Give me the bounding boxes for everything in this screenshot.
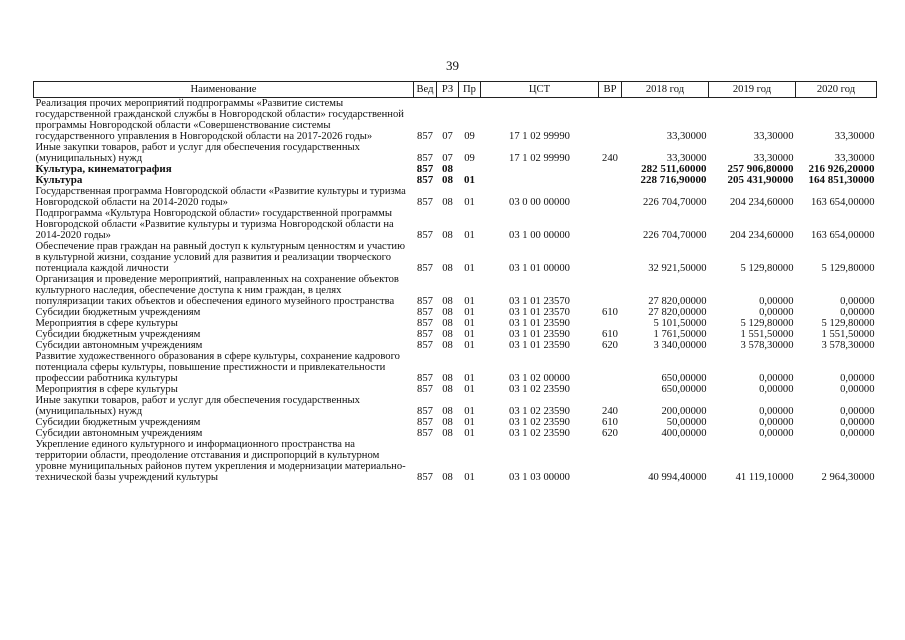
row-2018-cell: 200,00000: [661, 406, 707, 417]
table-row: [34, 384, 877, 395]
row-vr-cell: [599, 351, 622, 384]
row-cst-cell: 03 1 01 23570: [509, 307, 570, 318]
row-2020-cell: 163 654,00000: [810, 230, 875, 241]
row-ved-cell: 857: [417, 340, 433, 351]
table-body: [34, 98, 877, 484]
table-row: [34, 208, 877, 241]
table-row: [34, 340, 877, 351]
row-cst-cell: 17 1 02 99990: [509, 153, 570, 164]
row-2020-cell: 216 926,20000: [808, 163, 875, 175]
row-ved-cell: 857: [416, 174, 434, 186]
row-2020-cell: 1 551,50000: [821, 329, 875, 340]
table-row: [34, 186, 877, 208]
row-2020-cell: 164 851,30000: [808, 174, 875, 186]
row-pr-cell: 01: [464, 384, 475, 395]
row-rz-cell: 08: [442, 296, 453, 307]
row-pr-cell: 01: [464, 472, 475, 483]
row-cst-cell: [481, 164, 599, 175]
row-cst-cell: 03 1 02 23590: [509, 406, 570, 417]
row-ved-cell: 857: [417, 131, 433, 142]
row-vr-cell: [599, 241, 622, 274]
row-pr-cell: 01: [464, 263, 475, 274]
row-2020-cell: 0,00000: [840, 384, 875, 395]
row-vr-cell: [599, 439, 622, 483]
row-ved-cell: 857: [417, 406, 433, 417]
col-header-rz: РЗ: [437, 82, 459, 98]
row-2020-cell: 5 129,80000: [821, 318, 875, 329]
row-cst-cell: 03 1 01 23570: [509, 296, 570, 307]
row-2020-cell: 33,30000: [834, 153, 875, 164]
table-row: [34, 428, 877, 439]
row-name-cell: Мероприятия в сфере культуры: [35, 384, 178, 395]
row-vr-cell: 610: [602, 307, 618, 318]
row-rz-cell: 08: [442, 428, 453, 439]
col-header-2018: 2018 год: [622, 82, 709, 98]
row-cst-cell: 03 1 00 00000: [509, 230, 570, 241]
row-2020-cell: 3 578,30000: [821, 340, 875, 351]
row-name-cell: Укрепление единого культурного и информационного пространства на территории области, преодоление отставания и диспропорций в культурном уровне муниципальных районов путем укрепления и модернизации материально-технической базы учреждений культуры: [35, 439, 406, 483]
row-2020-cell: 0,00000: [840, 417, 875, 428]
table-row: [34, 241, 877, 274]
table-row: [34, 318, 877, 329]
row-ved-cell: 857: [417, 197, 433, 208]
row-pr-cell: 09: [464, 153, 475, 164]
row-vr-cell: [599, 208, 622, 241]
row-ved-cell: 857: [417, 428, 433, 439]
row-ved-cell: 857: [417, 373, 433, 384]
row-2018-cell: 226 704,70000: [642, 230, 707, 241]
row-vr-cell: 610: [602, 417, 618, 428]
row-pr-cell: 01: [464, 318, 475, 329]
row-name-cell: Иные закупки товаров, работ и услуг для обеспечения государственных (муниципальных) нужд: [35, 142, 360, 164]
table-row: [34, 98, 877, 143]
row-rz-cell: 08: [442, 373, 453, 384]
row-2019-cell: 204 234,60000: [729, 230, 794, 241]
row-name-cell: Субсидии бюджетным учреждениям: [35, 307, 201, 318]
row-name-cell: Подпрограмма «Культура Новгородской области» государственной программы Новгородской области «Развитие культуры и туризма Новгородской области на 2014-2020 годы»: [35, 208, 394, 241]
row-2018-cell: 282 511,60000: [641, 163, 707, 175]
row-2018-cell: 27 820,00000: [648, 307, 707, 318]
row-2020-cell: 5 129,80000: [821, 263, 875, 274]
row-ved-cell: 857: [417, 472, 433, 483]
row-2018-cell: 40 994,40000: [648, 472, 707, 483]
table-row: [34, 274, 877, 307]
row-2019-cell: 0,00000: [759, 406, 794, 417]
row-2019-cell: 257 906,80000: [727, 163, 794, 175]
row-ved-cell: 857: [416, 163, 434, 175]
row-rz-cell: 08: [442, 318, 453, 329]
row-rz-cell: 08: [442, 329, 453, 340]
row-2020-cell: 2 964,30000: [821, 472, 875, 483]
row-cst-cell: 03 1 02 23590: [509, 428, 570, 439]
row-2019-cell: 0,00000: [759, 384, 794, 395]
row-rz-cell: 08: [442, 230, 453, 241]
row-2019-cell: 3 578,30000: [740, 340, 794, 351]
row-ved-cell: 857: [417, 384, 433, 395]
row-cst-cell: 03 1 02 23590: [509, 384, 570, 395]
col-header-2019: 2019 год: [709, 82, 796, 98]
row-pr-cell: 01: [464, 417, 475, 428]
row-ved-cell: 857: [417, 296, 433, 307]
row-name-cell: Организация и проведение мероприятий, направленных на сохранение объектов культурного наследия, обеспечение доступа к ним граждан, в целях популяризации таких объектов и обеспечения единого музейного пространства: [35, 274, 399, 307]
table-row: [34, 142, 877, 164]
row-name-cell: Культура: [35, 174, 83, 186]
table-row: [34, 329, 877, 340]
row-2020-cell: 0,00000: [840, 428, 875, 439]
row-pr-cell: 01: [464, 296, 475, 307]
row-ved-cell: 857: [417, 153, 433, 164]
row-rz-cell: 08: [442, 417, 453, 428]
row-2019-cell: 204 234,60000: [729, 197, 794, 208]
row-cst-cell: 03 0 00 00000: [509, 197, 570, 208]
row-vr-cell: [599, 186, 622, 208]
row-vr-cell: 240: [602, 406, 618, 417]
row-ved-cell: 857: [417, 318, 433, 329]
row-2020-cell: 163 654,00000: [810, 197, 875, 208]
row-rz-cell: 07: [442, 131, 453, 142]
row-2020-cell: 0,00000: [840, 373, 875, 384]
row-vr-cell: [599, 318, 622, 329]
row-name-cell: Государственная программа Новгородской области «Развитие культуры и туризма Новгородской области на 2014-2020 годы»: [35, 186, 406, 208]
row-pr-cell: 01: [464, 307, 475, 318]
row-name-cell: Обеспечение прав граждан на равный доступ к культурным ценностям и участию в культурной жизни, создание условий для развития и реализации творческого потенциала каждой личности: [35, 241, 405, 274]
row-ved-cell: 857: [417, 417, 433, 428]
row-2018-cell: 3 340,00000: [653, 340, 707, 351]
budget-table: [33, 81, 877, 483]
page-number: 39: [446, 58, 459, 73]
table-row: [34, 307, 877, 318]
row-2018-cell: 32 921,50000: [648, 263, 707, 274]
row-cst-cell: 03 1 02 23590: [509, 417, 570, 428]
row-name-cell: Субсидии автономным учреждениям: [35, 428, 203, 439]
row-vr-cell: [599, 274, 622, 307]
row-rz-cell: 08: [442, 263, 453, 274]
row-2019-cell: 205 431,90000: [727, 174, 794, 186]
row-2018-cell: 400,00000: [661, 428, 707, 439]
row-2018-cell: 650,00000: [661, 373, 707, 384]
row-cst-cell: 03 1 01 23590: [509, 318, 570, 329]
row-vr-cell: 620: [602, 340, 618, 351]
row-rz-cell: 08: [442, 307, 453, 318]
row-2018-cell: 27 820,00000: [648, 296, 707, 307]
col-header-2020: 2020 год: [796, 82, 877, 98]
row-rz-cell: 08: [442, 174, 453, 186]
table-row: [34, 439, 877, 483]
row-2018-cell: 33,30000: [666, 131, 707, 142]
row-2018-cell: 5 101,50000: [653, 318, 707, 329]
row-2019-cell: 0,00000: [759, 307, 794, 318]
row-2018-cell: 33,30000: [666, 153, 707, 164]
row-2018-cell: 226 704,70000: [642, 197, 707, 208]
col-header-pr: Пр: [459, 82, 481, 98]
col-header-vr: ВР: [599, 82, 622, 98]
row-ved-cell: 857: [417, 329, 433, 340]
row-name-cell: Мероприятия в сфере культуры: [35, 318, 178, 329]
row-2018-cell: 650,00000: [661, 384, 707, 395]
col-header-name: Наименование: [34, 82, 414, 98]
row-2020-cell: 0,00000: [840, 296, 875, 307]
row-2019-cell: 0,00000: [759, 417, 794, 428]
row-2019-cell: 33,30000: [753, 153, 794, 164]
row-2019-cell: 0,00000: [759, 428, 794, 439]
table-row: [34, 395, 877, 417]
row-vr-cell: 620: [602, 428, 618, 439]
row-pr-cell: 01: [464, 174, 475, 186]
row-cst-cell: 03 1 01 23590: [509, 340, 570, 351]
row-rz-cell: 08: [442, 197, 453, 208]
row-2019-cell: 5 129,80000: [740, 318, 794, 329]
row-name-cell: Субсидии автономным учреждениям: [35, 340, 203, 351]
row-cst-cell: 03 1 03 00000: [509, 472, 570, 483]
row-2019-cell: 5 129,80000: [740, 263, 794, 274]
row-2019-cell: 0,00000: [759, 296, 794, 307]
row-pr-cell: 01: [464, 340, 475, 351]
row-pr-cell: 01: [464, 230, 475, 241]
row-rz-cell: 08: [442, 163, 453, 175]
row-name-cell: Иные закупки товаров, работ и услуг для обеспечения государственных (муниципальных) нужд: [35, 395, 360, 417]
row-rz-cell: 08: [442, 340, 453, 351]
table-header-row: [34, 82, 877, 98]
table-row: [34, 175, 877, 186]
row-2019-cell: 41 119,10000: [735, 472, 794, 483]
row-name-cell: Развитие художественного образования в сфере культуры, сохранение кадрового потенциала сферы культуры, повышение престижности и привлекательности профессии работника культуры: [35, 351, 400, 384]
row-name-cell: Субсидии бюджетным учреждениям: [35, 417, 201, 428]
row-cst-cell: 03 1 01 23590: [509, 329, 570, 340]
row-pr-cell: 01: [464, 406, 475, 417]
col-header-ved: Вед: [414, 82, 437, 98]
row-cst-cell: 17 1 02 99990: [509, 131, 570, 142]
row-name-cell: Субсидии бюджетным учреждениям: [35, 329, 201, 340]
row-ved-cell: 857: [417, 263, 433, 274]
row-2019-cell: 33,30000: [753, 131, 794, 142]
row-cst-cell: [481, 175, 599, 186]
row-pr-cell: 01: [464, 329, 475, 340]
row-vr-cell: [599, 98, 622, 143]
row-rz-cell: 08: [442, 384, 453, 395]
row-2019-cell: 1 551,50000: [740, 329, 794, 340]
row-pr-cell: 01: [464, 428, 475, 439]
row-2018-cell: 228 716,90000: [640, 174, 707, 186]
row-2019-cell: 0,00000: [759, 373, 794, 384]
row-rz-cell: 07: [442, 153, 453, 164]
row-name-cell: Реализация прочих мероприятий подпрограммы «Развитие системы государственной гражданской службы в Новгородской области» государственной программы Новгородской области «Совершенствование системы государственного управления в Новгородской области на 2017-2026 годы»: [35, 98, 404, 142]
row-vr-cell: 240: [602, 153, 618, 164]
row-cst-cell: 03 1 01 00000: [509, 263, 570, 274]
row-2020-cell: 0,00000: [840, 307, 875, 318]
row-pr-cell: 01: [464, 197, 475, 208]
row-2018-cell: 50,00000: [666, 417, 707, 428]
row-2020-cell: 0,00000: [840, 406, 875, 417]
row-vr-cell: [599, 164, 622, 175]
row-rz-cell: 08: [442, 472, 453, 483]
row-rz-cell: 08: [442, 406, 453, 417]
row-2020-cell: 33,30000: [834, 131, 875, 142]
row-2018-cell: 1 761,50000: [653, 329, 707, 340]
row-vr-cell: [599, 175, 622, 186]
row-ved-cell: 857: [417, 230, 433, 241]
row-name-cell: Культура, кинематография: [35, 163, 172, 175]
row-pr-cell: 09: [464, 131, 475, 142]
row-vr-cell: 610: [602, 329, 618, 340]
table-row: [34, 417, 877, 428]
col-header-cst: ЦСТ: [481, 82, 599, 98]
table-row: [34, 351, 877, 384]
row-cst-cell: 03 1 02 00000: [509, 373, 570, 384]
row-vr-cell: [599, 384, 622, 395]
row-ved-cell: 857: [417, 307, 433, 318]
row-pr-cell: 01: [464, 373, 475, 384]
